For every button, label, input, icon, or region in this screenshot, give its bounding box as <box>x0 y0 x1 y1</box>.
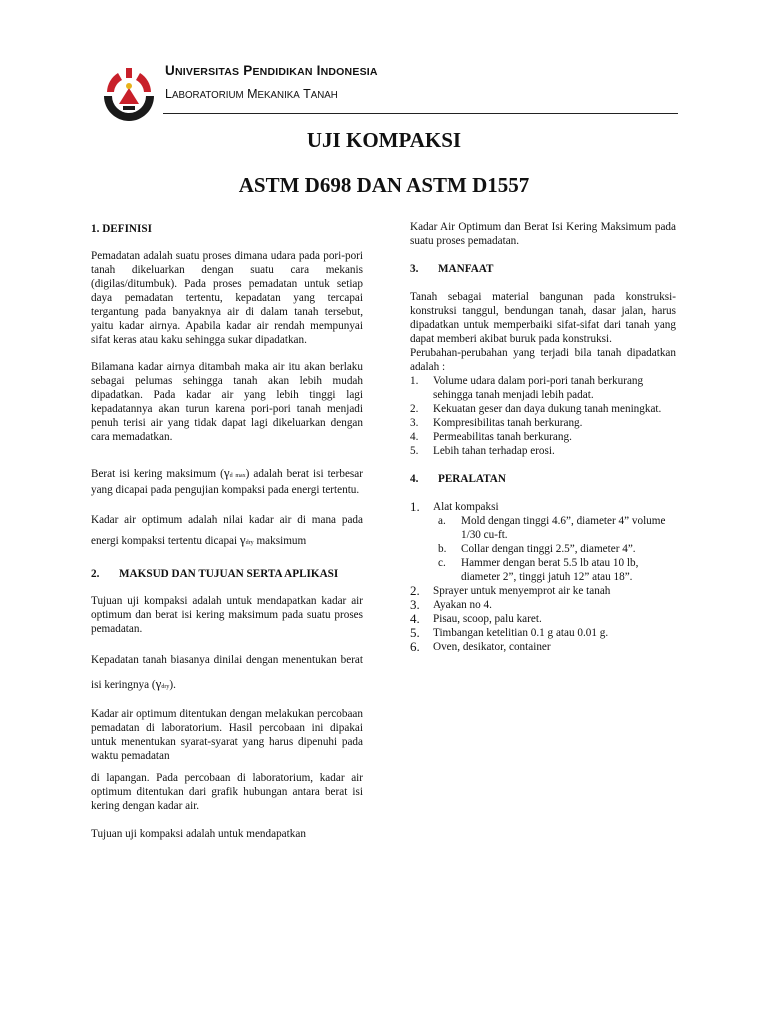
list-item <box>410 444 676 458</box>
list-item <box>410 500 676 514</box>
list-text: Lebih tahan terhadap erosi. <box>433 445 555 457</box>
section-number: 4. <box>410 473 419 485</box>
subscript: d max <box>229 473 246 479</box>
definisi-paragraph-4 <box>91 511 363 553</box>
gamma-symbol: γ <box>155 676 162 691</box>
list-number: 3. <box>410 597 420 612</box>
letter: a. <box>438 515 446 527</box>
sublist-letter <box>433 542 461 556</box>
maksud-paragraph-1: Tujuan uji kompaksi adalah untuk mendapatkan kadar air optimum dan berat isi kering maksimum pada suatu proses pemadatan. <box>91 595 363 635</box>
manfaat-list <box>410 374 676 458</box>
list-item <box>410 640 676 654</box>
gamma-symbol: γ <box>223 465 230 480</box>
list-item <box>410 416 676 430</box>
list-number: 6. <box>410 639 420 654</box>
maksud-paragraph-2 <box>91 648 363 699</box>
document-subtitle: ASTM D698 DAN ASTM D1557 <box>238 173 530 197</box>
sublist-item <box>433 542 676 556</box>
list-item <box>410 430 676 444</box>
list-text: Timbangan ketelitian 0.1 g atau 0.01 g. <box>433 627 609 639</box>
sublist-text: Collar dengan tinggi 2.5”, diameter 4”. <box>461 543 636 555</box>
definisi-paragraph-3 <box>91 466 363 497</box>
list-text: Oven, desikator, container <box>433 641 551 653</box>
list-number: 1. <box>410 499 420 514</box>
sublist-item <box>433 514 676 542</box>
gamma-symbol: γ <box>239 532 246 547</box>
peralatan-list-continued <box>410 584 676 654</box>
definisi-paragraph-2: Bilamana kadar airnya ditambah maka air itu akan berlaku sebagai pelumas sehingga tanah akan lebih mudah dipadatkan. Pada kadar air yang lebih tinggi lagi kepadatannya akan turun karena pori-pori tanah menjadi penuh terisi air yang tidak dapat lagi dikeluarkan dengan cara memadatkan. <box>91 361 363 443</box>
peralatan-list <box>410 500 676 514</box>
section-number: 2. <box>91 568 100 580</box>
list-text: Kompresibilitas tanah berkurang. <box>433 417 583 429</box>
text-span: Berat isi kering maksimum ( <box>91 468 224 480</box>
list-text: Volume udara dalam pori-pori tanah berkurang sehingga tanah menjadi lebih padat. <box>433 375 644 401</box>
section-1-heading: 1. DEFINISI <box>91 223 152 235</box>
manfaat-paragraph-2: Perubahan-perubahan yang terjadi bila tanah dipadatkan adalah : <box>410 347 676 373</box>
subscript: dry <box>245 540 254 546</box>
left-column <box>91 222 363 841</box>
list-item <box>410 374 676 402</box>
section-3-heading <box>410 262 676 276</box>
list-number: 2. <box>410 583 420 598</box>
list-text: Sprayer untuk menyemprot air ke tanah <box>433 585 611 597</box>
text-span: Kepadatan tanah biasanya dinilai dengan menentukan berat isi keringnya ( <box>91 654 363 691</box>
list-text: Pisau, scoop, palu karet. <box>433 613 542 625</box>
sublist-letter <box>433 514 461 542</box>
sublist-letter <box>433 556 461 584</box>
manfaat-paragraph-1: Tanah sebagai material bangunan pada konstruksi-konstruksi tanggul, bendungan tanah, dasar jalan, harus dipadatkan untuk memperbaiki sifat-sifat dari tanah yang dapat memberi akibat buruk pada konstruksi. <box>410 291 676 345</box>
list-number: 3. <box>410 417 419 429</box>
list-number: 5. <box>410 625 420 640</box>
list-item <box>410 584 676 598</box>
list-number: 5. <box>410 445 419 457</box>
university-name: UNIVERSITAS PENDIDIKAN INDONESIA <box>165 63 378 78</box>
definisi-paragraph-1: Pemadatan adalah suatu proses dimana udara pada pori-pori tanah dikeluarkan dengan suatu cara mekanis (digilas/ditumbuk). Pada proses pemadatan untuk setiap daya pemadatan tertentu, kepadatan yang tercapai tergantung pada banyaknya air di dalam tanah tersebut, yaitu kadar airnya. Apabila kadar air rendah mempunyai sifat keras atau kaku sehingga sukar dipadatkan. <box>91 250 363 346</box>
sublist-text: Mold dengan tinggi 4.6”, diameter 4” volume 1/30 cu-ft. <box>461 515 666 541</box>
list-item <box>410 612 676 626</box>
section-4-heading <box>410 472 676 486</box>
document-title: UJI KOMPAKSI <box>306 128 462 152</box>
list-text: Kekuatan geser dan daya dukung tanah meningkat. <box>433 403 662 415</box>
maksud-paragraph-4: di lapangan. Pada percobaan di laboratorium, kadar air optimum ditentukan dari grafik hubungan antara berat isi kering dengan kadar air. <box>91 772 363 812</box>
section-title: PERALATAN <box>438 473 506 485</box>
list-number: 4. <box>410 611 420 626</box>
text-span: Kadar air optimum adalah nilai kadar air di mana pada energi kompaksi tertentu dicapai <box>91 514 363 547</box>
maksud-paragraph-5: Tujuan uji kompaksi adalah untuk mendapatkan <box>91 828 306 840</box>
section-title: MAKSUD DAN TUJUAN SERTA APLIKASI <box>119 568 339 580</box>
right-column <box>410 220 676 654</box>
section-2-heading <box>91 567 363 581</box>
header-rule <box>163 113 678 114</box>
list-item <box>410 598 676 612</box>
list-number: 2. <box>410 403 419 415</box>
list-text: Permeabilitas tanah berkurang. <box>433 431 572 443</box>
laboratory-name: LABORATORIUM MEKANIKA TANAH <box>165 87 341 101</box>
sublist-text: Hammer dengan berat 5.5 lb atau 10 lb, diameter 2”, tinggi jatuh 12” atau 18”. <box>461 557 639 583</box>
university-logo-icon <box>101 66 157 122</box>
peralatan-sublist <box>433 514 676 584</box>
list-item <box>410 402 676 416</box>
sublist-item <box>433 556 676 584</box>
list-text: Ayakan no 4. <box>433 599 492 611</box>
list-item <box>410 626 676 640</box>
subscript: dry <box>161 684 170 690</box>
letter: c. <box>438 557 446 569</box>
letter: b. <box>438 543 447 555</box>
section-title: MANFAAT <box>438 263 494 275</box>
text-span: ). <box>169 679 176 691</box>
list-number: 1. <box>410 375 419 387</box>
section-number: 3. <box>410 263 419 275</box>
text-span: maksimum <box>253 535 307 547</box>
list-text: Alat kompaksi <box>433 501 499 513</box>
text-span: ) adalah berat isi terbesar yang dicapai pada pengujian kompaksi pada energi tertentu. <box>91 468 363 496</box>
continuation-paragraph: Kadar Air Optimum dan Berat Isi Kering Maksimum pada suatu proses pemadatan. <box>410 221 676 247</box>
list-number: 4. <box>410 431 419 443</box>
maksud-paragraph-3: Kadar air optimum ditentukan dengan melakukan percobaan pemadatan di laboratorium. Hasil percobaan ini dipakai untuk menentukan syarat-syarat yang harus dipenuhi pada waktu pemadatan <box>91 708 363 762</box>
